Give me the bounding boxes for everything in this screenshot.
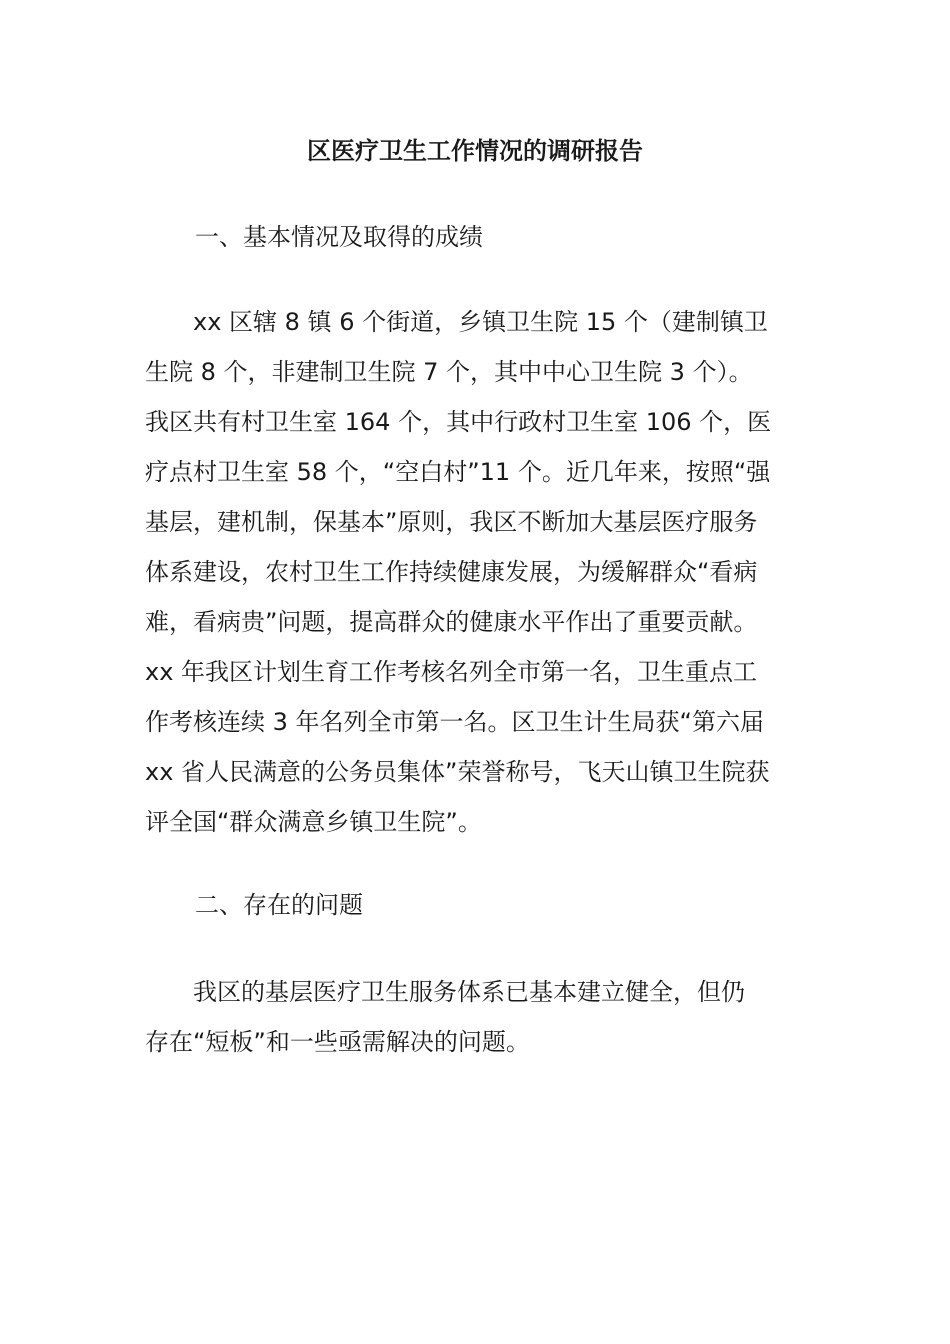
section-1-paragraph [145,297,825,847]
document-title: 区医疗卫生工作情况的调研报告 [307,137,643,165]
paragraph-line: 存在“短板”和一些亟需解决的问题。 [145,1028,530,1056]
paragraph-line: xx 年我区计划生育工作考核名列全市第一名，卫生重点工 [145,658,758,686]
paragraph-line: 基层，建机制，保基本”原则，我区不断加大基层医疗服务 [145,508,758,536]
paragraph-line: 难，看病贵”问题，提高群众的健康水平作出了重要贡献。 [145,608,758,636]
paragraph-line: 作考核连续 3 年名列全市第一名。区卫生计生局获“第六届 [145,708,764,736]
paragraph-line: xx 省人民满意的公务员集体”荣誉称号，飞天山镇卫生院获 [145,758,770,786]
paragraph-line: 体系建设，农村卫生工作持续健康发展，为缓解群众“看病 [145,558,758,586]
paragraph-line: 我区共有村卫生室 164 个，其中行政村卫生室 106 个，医 [145,408,772,436]
paragraph-line: xx 区辖 8 镇 6 个街道，乡镇卫生院 15 个（建制镇卫 [145,308,768,336]
section-2-paragraph [145,967,825,1067]
paragraph-line: 评全国“群众满意乡镇卫生院”。 [145,808,482,836]
section-heading-2: 二、存在的问题 [195,891,363,919]
paragraph-line: 生院 8 个，非建制卫生院 7 个，其中中心卫生院 3 个）。 [145,358,753,386]
section-heading-1: 一、基本情况及取得的成绩 [195,223,483,251]
paragraph-line: 疗点村卫生室 58 个，“空白村”11 个。近几年来，按照“强 [145,458,771,486]
paragraph-line: 我区的基层医疗卫生服务体系已基本建立健全，但仍 [145,978,745,1006]
